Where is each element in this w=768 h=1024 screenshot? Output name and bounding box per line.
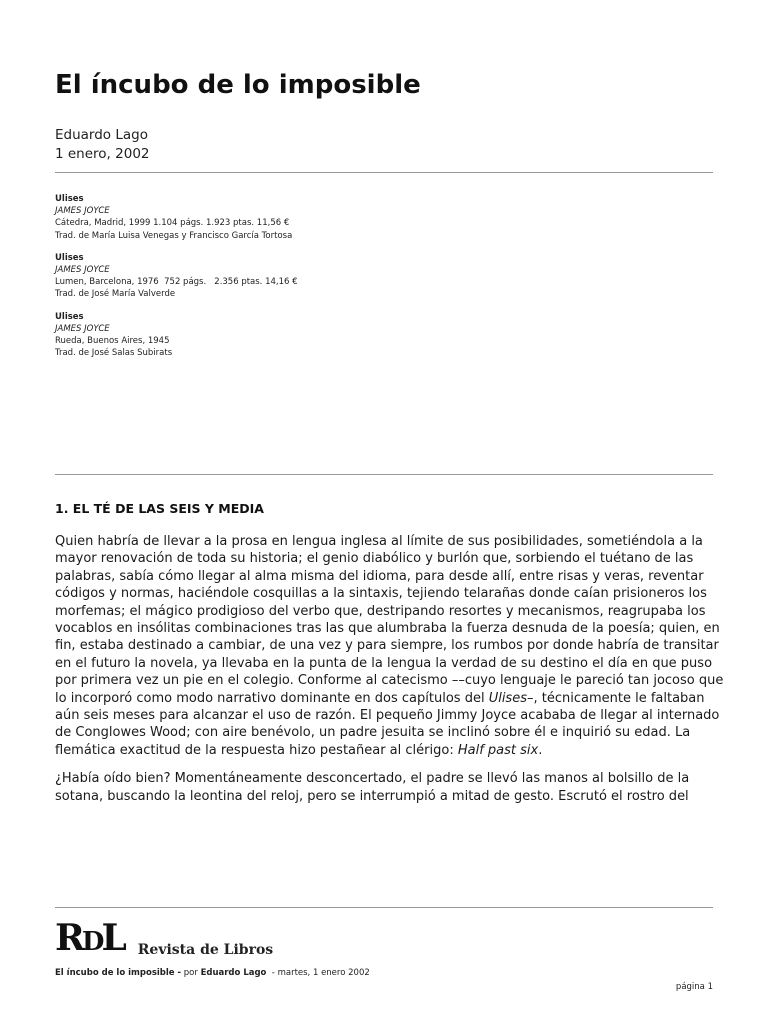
text-line: por primera vez un pie en el colegio. Conforme al catecismo ––cuyo lenguaje le pareció tan jocoso que — [55, 673, 724, 689]
book-reference: Ulises — [488, 690, 527, 706]
footer-date: - martes, 1 enero 2002 — [266, 968, 370, 978]
text-line: fin, estaba destinado a cambiar, de una vez y para siempre, los rumbos por donde habría de transitar — [55, 638, 719, 654]
book-entry — [55, 252, 713, 301]
article-meta — [55, 126, 150, 164]
text-line: sotana, buscando la leontina del reloj, pero se interrumpió a mitad de gesto. Escrutó el rostro del — [55, 788, 689, 804]
logo-letter: R — [55, 917, 82, 959]
footer-author: Eduardo Lago — [200, 968, 267, 978]
logo-letter: L — [101, 917, 124, 959]
book-translator: Trad. de José Salas Subirats — [55, 348, 173, 359]
text-line — [55, 742, 715, 759]
paragraph — [55, 770, 715, 805]
text-line: vocablos en insólitas combinaciones tras las que alumbraba la fuerza desnuda de la poesía; quien, en — [55, 621, 720, 637]
article-author: Eduardo Lago — [55, 127, 148, 143]
book-entry — [55, 193, 713, 242]
book-author: JAMES JOYCE — [55, 265, 110, 276]
text-line: Quien habría de llevar a la prosa en lengua inglesa al límite de sus posibilidades, sometiéndola a la — [55, 534, 703, 549]
divider-top — [55, 172, 713, 173]
footer-by: por — [181, 968, 201, 978]
text-line: aún seis meses para alcanzar el uso de razón. El pequeño Jimmy Joyce acababa de llegar al internado — [55, 708, 720, 724]
text-span: flemática exactitud de la respuesta hizo pestañear al clérigo: — [55, 742, 458, 758]
rdl-logo-mark — [55, 917, 124, 960]
book-list — [55, 193, 713, 369]
text-line — [55, 690, 715, 707]
book-title: Ulises — [55, 252, 84, 263]
text-span: . — [538, 742, 543, 758]
text-line: de Conglowes Wood; con aire benévolo, un padre jesuita se inclinó sobre él e inquirió su edad. La — [55, 725, 691, 741]
text-line: mayor renovación de toda su historia; el genio diabólico y burlón que, sorbiendo el tuétano de las — [55, 551, 694, 567]
section-heading: 1. EL TÉ DE LAS SEIS Y MEDIA — [55, 501, 264, 516]
book-author: JAMES JOYCE — [55, 206, 110, 217]
logo-text: Revista de Libros — [137, 942, 274, 958]
text-line: en el futuro la novela, ya llevaba en la punta de la lengua la verdad de su destino el día en que puso — [55, 655, 713, 671]
text-line: ¿Había oído bien? Momentáneamente desconcertado, el padre se llevó las manos al bolsillo de la — [55, 771, 690, 787]
book-entry — [55, 311, 713, 360]
quote-emphasis: Half past six — [457, 742, 539, 758]
text-line: palabras, sabía cómo llegar al alma misma del idioma, para desde allí, entre risas y veras, reventar — [55, 568, 704, 584]
footer-title: El íncubo de lo imposible - — [55, 968, 182, 978]
book-translator: Trad. de José María Valverde — [55, 289, 176, 300]
book-title: Ulises — [55, 311, 84, 322]
divider-middle — [55, 474, 713, 475]
rdl-logo — [55, 917, 274, 960]
article-date: 1 enero, 2002 — [55, 146, 150, 162]
footer-citation — [55, 968, 370, 978]
divider-footer — [55, 907, 713, 908]
text-span: lo incorporó como modo narrativo dominante en dos capítulos del — [55, 690, 489, 706]
book-translator: Trad. de María Luisa Venegas y Francisco García Tortosa — [55, 230, 293, 241]
book-publisher: Cátedra, Madrid, 1999 1.104 págs. 1.923 ptas. 11,56 € — [55, 218, 290, 229]
paragraph — [55, 533, 724, 759]
text-line: morfemas; el mágico prodigioso del verbo que, destripando resortes y mecanismos, reagrupaba los — [55, 603, 706, 619]
book-publisher: Lumen, Barcelona, 1976 752 págs. 2.356 ptas. 14,16 € — [55, 277, 298, 288]
book-title: Ulises — [55, 194, 84, 204]
article-title: El íncubo de lo imposible — [55, 70, 421, 100]
text-span: –, técnicamente le faltaban — [526, 690, 705, 706]
book-publisher: Rueda, Buenos Aires, 1945 — [55, 336, 170, 347]
page-number: página 1 — [675, 982, 713, 992]
book-author: JAMES JOYCE — [55, 323, 110, 334]
text-line: códigos y normas, haciéndole cosquillas a la sintaxis, tejiendo telarañas donde caían prisioneros los — [55, 586, 707, 602]
logo-letter: D — [81, 927, 102, 957]
article-body — [55, 533, 724, 816]
